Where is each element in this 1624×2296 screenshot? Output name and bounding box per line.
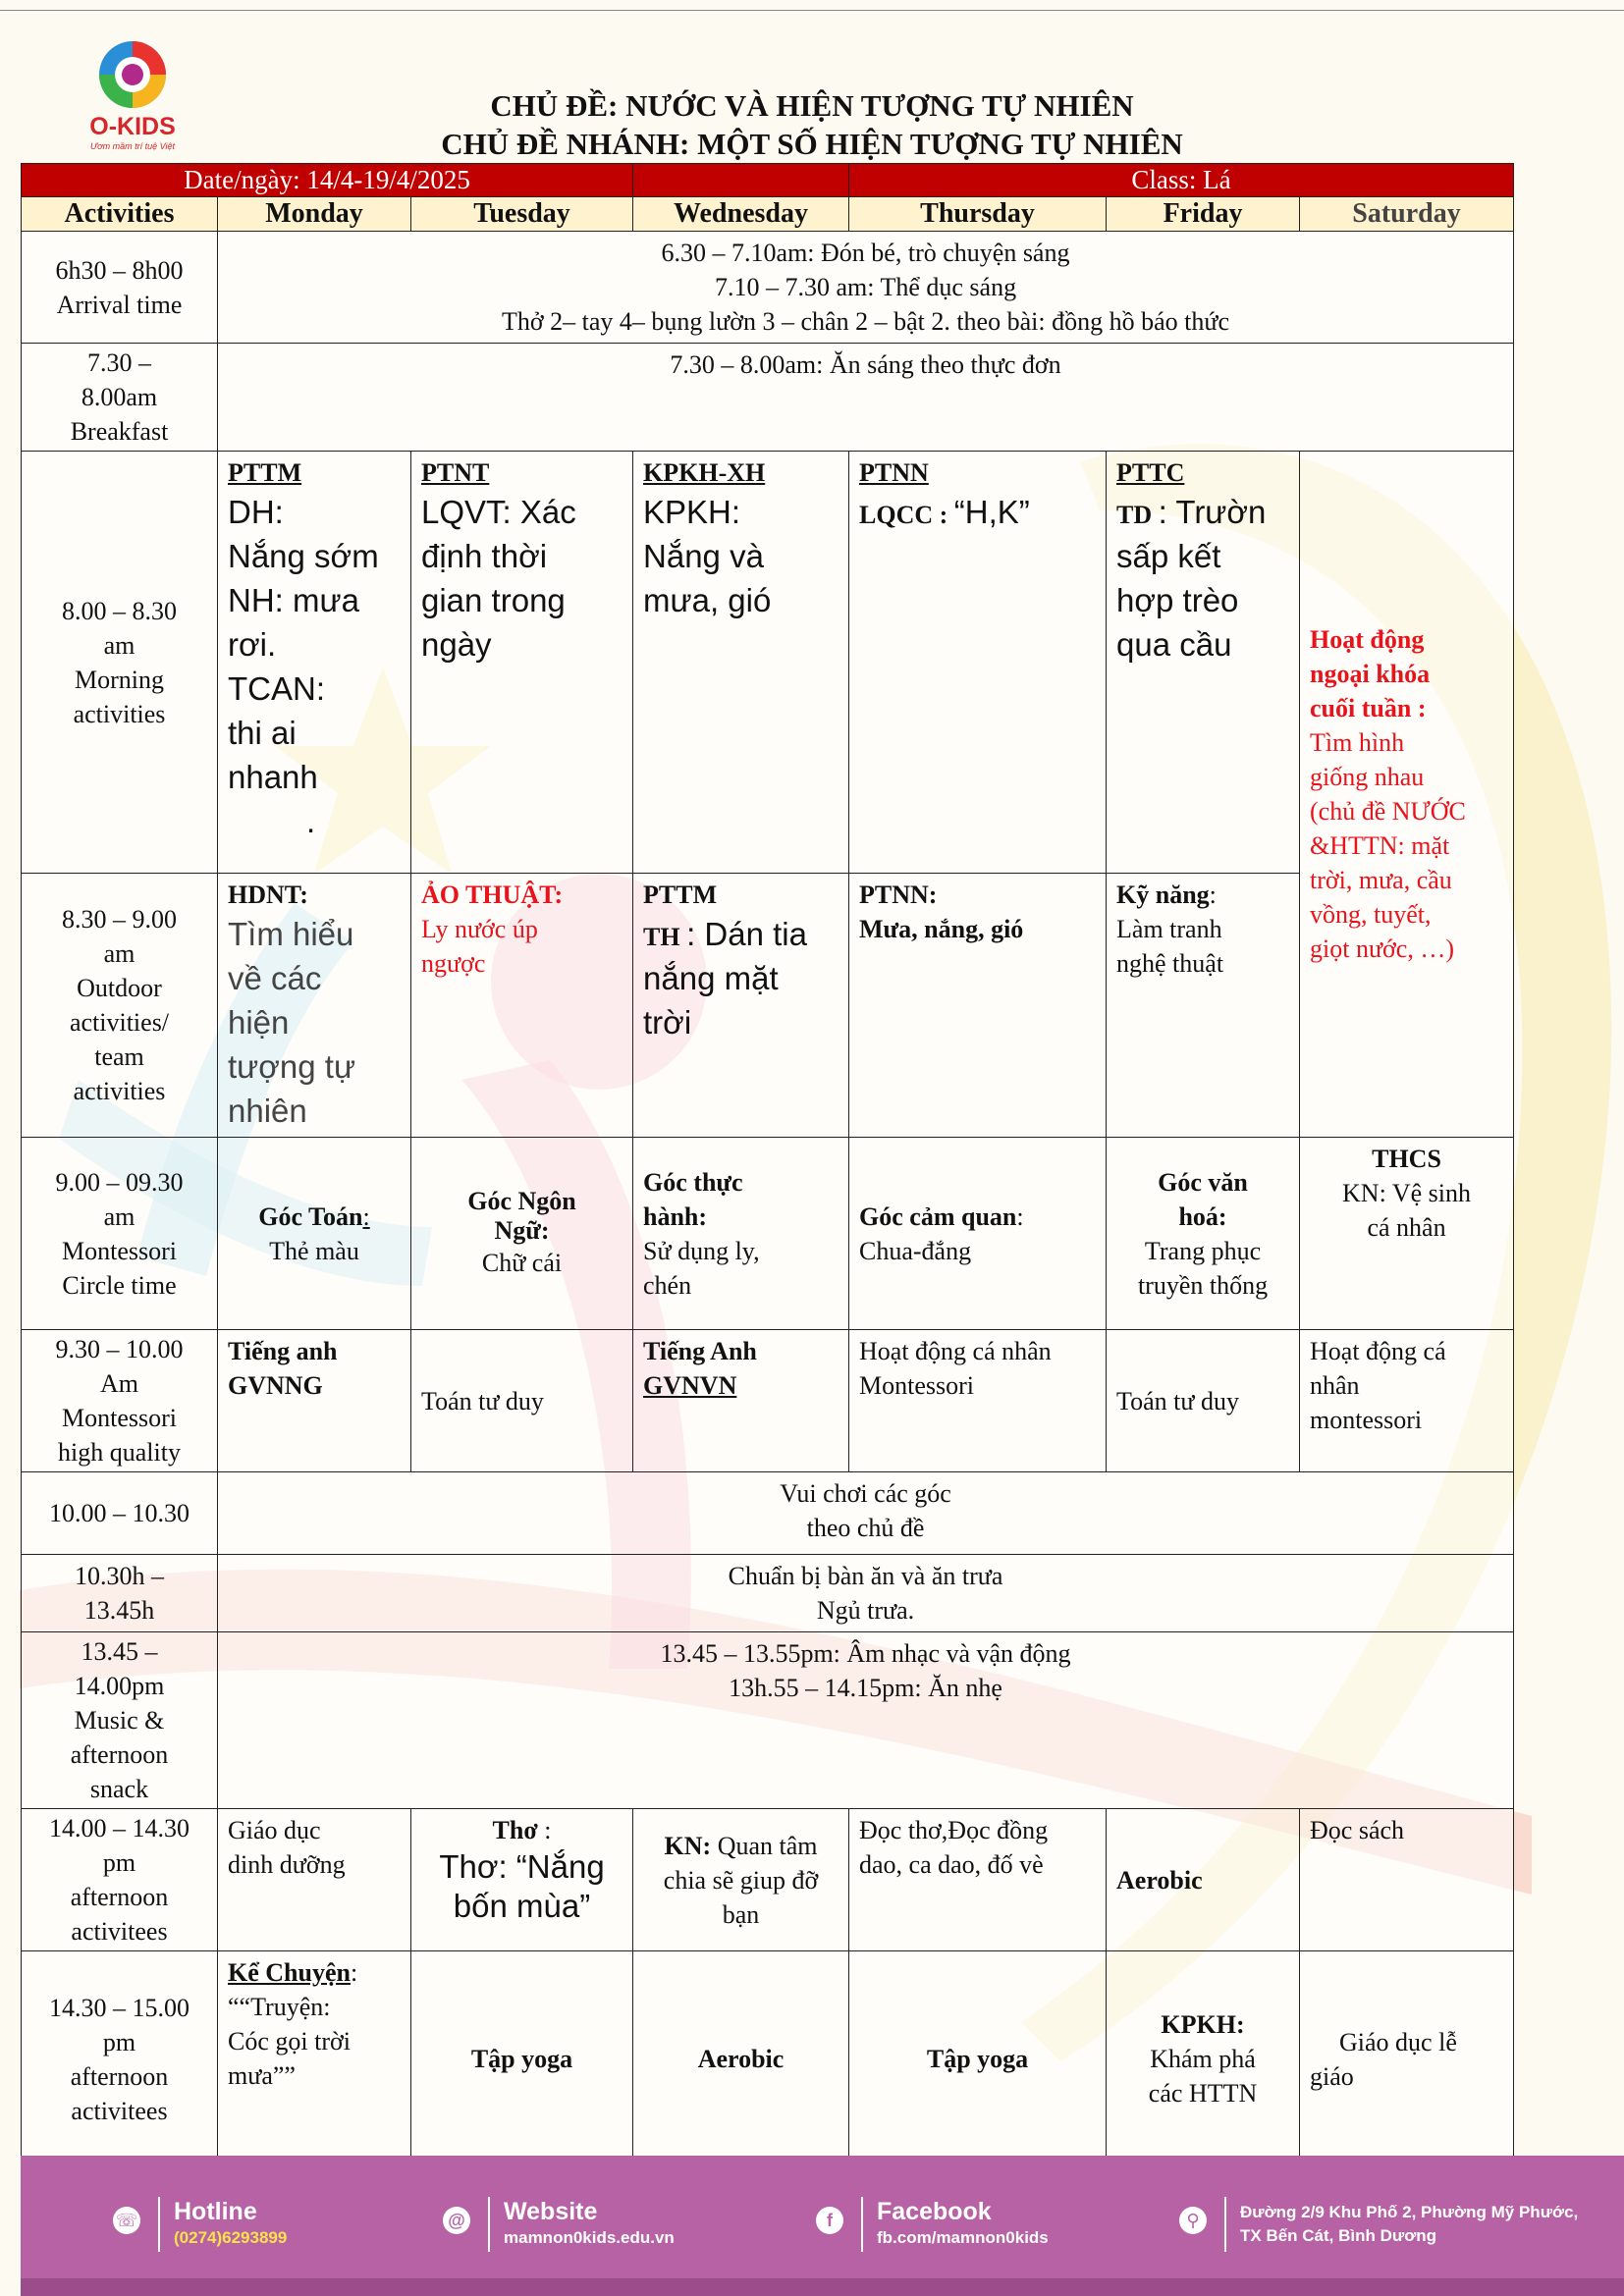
tuesday-circle-cell: Góc Ngôn Ngữ: Chữ cái [411, 1138, 633, 1330]
tuesday-afternoon2-cell: Tập yoga [411, 1951, 633, 2167]
tuesday-outdoor-cell: ẢO THUẬT: Ly nước úp ngược [411, 874, 633, 1138]
table-row [22, 1472, 1514, 1555]
wednesday-afternoon2-cell: Aerobic [633, 1951, 849, 2167]
time-cell: 8.00 – 8.30 am Morning activities [22, 452, 218, 874]
thursday-morning-cell: PTNN LQCC : “H,K” [849, 452, 1107, 874]
time-cell: 9.00 – 09.30 am Montessori Circle time [22, 1138, 218, 1330]
time-cell: 6h30 – 8h00 Arrival time [22, 232, 218, 344]
monday-afternoon1-cell: Giáo dục dinh dưỡng [218, 1809, 411, 1951]
monday-circle-cell: Góc Toán: Thẻ màu [218, 1138, 411, 1330]
time-cell: 7.30 – 8.00am Breakfast [22, 344, 218, 452]
monday-morning-cell: PTTM DH: Nắng sớm NH: mưa rơi. TCAN: thi ai nhanh . [218, 452, 411, 874]
friday-quality-cell: Toán tư duy [1107, 1330, 1300, 1472]
phone-icon: ☏ [113, 2207, 140, 2234]
thursday-afternoon1-cell: Đọc thơ,Đọc đồng dao, ca dao, đố vè [849, 1809, 1107, 1951]
friday-afternoon2-cell: KPKH: Khám phá các HTTN [1107, 1951, 1300, 2167]
time-cell: 8.30 – 9.00 am Outdoor activities/ team activities [22, 874, 218, 1138]
tuesday-quality-cell: Toán tư duy [411, 1330, 633, 1472]
day-monday: Monday [218, 197, 411, 232]
title-block [0, 86, 1624, 163]
saturday-quality-cell: Hoạt động cá nhân montessori [1300, 1330, 1514, 1472]
wednesday-morning-cell: KPKH-XH KPKH: Nắng và mưa, gió [633, 452, 849, 874]
footer-divider [861, 2197, 863, 2252]
thursday-afternoon2-cell: Tập yoga [849, 1951, 1107, 2167]
saturday-afternoon2-cell: Giáo dục lễ giáo [1300, 1951, 1514, 2167]
location-pin-icon: ⚲ [1179, 2207, 1207, 2234]
lunch-nap-cell: Chuẩn bị bàn ăn và ăn trưa Ngủ trưa. [218, 1555, 1514, 1632]
saturday-circle-cell: THCS KN: Vệ sinh cá nhân [1300, 1138, 1514, 1330]
time-cell: 14.30 – 15.00 pm afternoon activitees [22, 1951, 218, 2167]
header-row [22, 164, 1514, 197]
date-cell: Date/ngày: 14/4-19/4/2025 [22, 164, 633, 197]
day-tuesday: Tuesday [411, 197, 633, 232]
friday-outdoor-cell: Kỹ năng: Làm tranh nghệ thuật [1107, 874, 1300, 1138]
footer-divider [1224, 2197, 1226, 2252]
table-row [22, 344, 1514, 452]
saturday-afternoon1-cell: Đọc sách [1300, 1809, 1514, 1951]
footer-divider [158, 2197, 160, 2252]
day-activities: Activities [22, 197, 218, 232]
time-cell: 14.00 – 14.30 pm afternoon activitees [22, 1809, 218, 1951]
monday-outdoor-cell: HDNT: Tìm hiểu về các hiện tượng tự nhiên [218, 874, 411, 1138]
corner-play-cell: Vui chơi các góc theo chủ đề [218, 1472, 1514, 1555]
time-cell: 13.45 – 14.00pm Music & afternoon snack [22, 1632, 218, 1809]
thursday-quality-cell: Hoạt động cá nhân Montessori [849, 1330, 1107, 1472]
monday-afternoon2-cell: Kể Chuyện: ““Truyện: Cóc gọi trời mưa”” [218, 1951, 411, 2167]
footer-divider [488, 2197, 490, 2252]
table-row [22, 1330, 1514, 1472]
table-row [22, 232, 1514, 344]
class-cell: Class: Lá [849, 164, 1514, 197]
weekly-schedule-table [21, 163, 1514, 2167]
friday-morning-cell: PTTC TD : Trườn sấp kết hợp trèo qua cầu [1107, 452, 1300, 874]
day-saturday: Saturday [1300, 197, 1514, 232]
time-cell: 10.30h – 13.45h [22, 1555, 218, 1632]
day-thursday: Thursday [849, 197, 1107, 232]
time-cell: 10.00 – 10.30 [22, 1472, 218, 1555]
time-cell: 9.30 – 10.00 Am Montessori high quality [22, 1330, 218, 1472]
saturday-extracurricular-cell: Hoạt động ngoại khóa cuối tuần : Tìm hình giống nhau (chủ đề NƯỚC &HTTN: mặt trời, mưa, cầu vồng, tuyết, giọt nước, …) [1300, 452, 1514, 1138]
table-row [22, 874, 1514, 1138]
friday-afternoon1-cell: Aerobic [1107, 1809, 1300, 1951]
day-wednesday: Wednesday [633, 197, 849, 232]
day-friday: Friday [1107, 197, 1300, 232]
logo-name: O-KIDS [89, 113, 176, 140]
table-row [22, 1809, 1514, 1951]
days-row [22, 197, 1514, 232]
main-title: CHỦ ĐỀ: NƯỚC VÀ HIỆN TƯỢNG TỰ NHIÊN [490, 88, 1134, 123]
logo-tagline: Ươm mầm trí tuệ Việt [90, 141, 175, 151]
wednesday-quality-cell: Tiếng Anh GVNVN [633, 1330, 849, 1472]
footer-band [21, 2278, 1624, 2296]
thursday-outdoor-cell: PTNN: Mưa, nắng, gió [849, 874, 1107, 1138]
arrival-cell: 6.30 – 7.10am: Đón bé, trò chuyện sáng 7.10 – 7.30 am: Thể dục sáng Thở 2– tay 4– bụng lườn 3 – chân 2 – bật 2. theo bài: đồng hồ báo thức [218, 232, 1514, 344]
wednesday-circle-cell: Góc thực hành: Sử dụng ly, chén [633, 1138, 849, 1330]
tuesday-afternoon1-cell: Thơ : Thơ: “Nắng bốn mùa” [411, 1809, 633, 1951]
breakfast-cell: 7.30 – 8.00am: Ăn sáng theo thực đơn [218, 344, 1514, 452]
table-row [22, 1138, 1514, 1330]
at-sign-icon: @ [443, 2207, 470, 2234]
monday-quality-cell: Tiếng anh GVNNG [218, 1330, 411, 1472]
table-row [22, 1632, 1514, 1809]
table-row [22, 452, 1514, 874]
table-row [22, 1555, 1514, 1632]
thursday-circle-cell: Góc cảm quan: Chua-đắng [849, 1138, 1107, 1330]
facebook-icon: f [816, 2207, 843, 2234]
footer-bar: ☏ Hotline (0274)6293899 @ Website mamnon0kids.edu.vn f Facebook fb.com/mamnon0kids ⚲ Đường 2/9 Khu Phố 2, Phường Mỹ Phước, TX Bến Cát, Bình Dương [21, 2156, 1624, 2296]
table-row [22, 1951, 1514, 2167]
sub-title: CHỦ ĐỀ NHÁNH: MỘT SỐ HIỆN TƯỢNG TỰ NHIÊN [441, 127, 1183, 161]
friday-circle-cell: Góc văn hoá: Trang phục truyền thống [1107, 1138, 1300, 1330]
wednesday-afternoon1-cell: KN: Quan tâm chia sẽ giup đỡ bạn [633, 1809, 849, 1951]
tuesday-morning-cell: PTNT LQVT: Xác định thời gian trong ngày [411, 452, 633, 874]
wednesday-outdoor-cell: PTTM TH : Dán tia nắng mặt trời [633, 874, 849, 1138]
header-blank-cell [633, 164, 849, 197]
music-snack-cell: 13.45 – 13.55pm: Âm nhạc và vận động 13h.55 – 14.15pm: Ăn nhẹ [218, 1632, 1514, 1809]
